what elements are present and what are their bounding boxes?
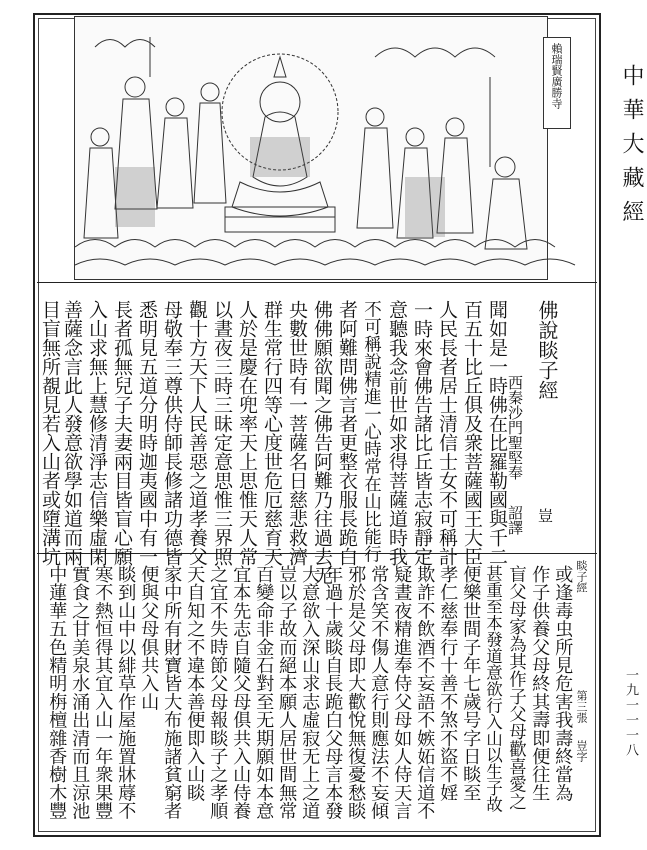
translator-credit-end: 詔譯 xyxy=(506,505,524,535)
text-column: 家中所有財寶皆大布施諸貧窮者 xyxy=(161,565,183,820)
sutra-title: 佛說睒子經 xyxy=(535,300,559,400)
text-column: 疑晝夜精進奉侍父母如人侍天言 xyxy=(391,565,413,820)
upper-divider xyxy=(37,282,597,283)
text-column: 邪於是父母即大歡悅無復憂愁睒 xyxy=(345,565,367,820)
text-column: 母敬奉三尊供侍師長修諸功德皆 xyxy=(161,300,183,566)
text-column: 欺詐不飲酒不妄語不嫉妬信道不 xyxy=(414,565,436,820)
text-column: 佛佛願欲聞之佛告阿難乃往過去无 xyxy=(311,300,333,585)
text-column: 人民長者居士清信士女不可稱計 xyxy=(436,300,458,566)
running-header-page: 第三張 xyxy=(575,690,588,723)
temple-cartouche xyxy=(543,37,571,129)
text-column: 之宜不失時節父母報睒子之孝順 xyxy=(207,565,229,820)
text-column: 目盲無所覩見若入山者或墮溝坑 xyxy=(39,300,61,566)
text-column: 作子供養父母終其壽即便往生 xyxy=(529,565,551,802)
text-column: 睒到山中以緋草作屋施置牀蓐不 xyxy=(115,565,137,820)
text-column: 人於是慶在兜率天上思惟天人常 xyxy=(236,300,258,566)
text-column: 或逢毒虫所見危害我壽終當為 xyxy=(552,565,574,802)
text-column: 百五十比丘俱及衆菩薩國王大臣 xyxy=(461,300,483,566)
assembly-drawing xyxy=(75,17,547,279)
text-column: 群生常行四等心度世危厄慈育天 xyxy=(261,300,283,566)
text-column: 盲父母家為其作子父母歡喜愛之 xyxy=(506,565,527,810)
text-column: 聞如是一時佛在比羅勒國與千二 xyxy=(486,300,508,566)
running-header: 睒子經 xyxy=(575,560,588,593)
text-column: 宜本先志自隨父母俱共入山侍養 xyxy=(230,565,252,820)
text-column: 長者孤無兒子夫妻兩目皆盲心願 xyxy=(111,300,133,566)
buddha-assembly-illustration xyxy=(74,16,563,280)
text-column: 善薩念言此人發意欲學如道而兩 xyxy=(61,300,83,566)
text-column: 意聽我念前世如求得菩薩道時我 xyxy=(386,300,408,566)
text-column: 者阿難問佛言者更整衣服長跪白 xyxy=(336,300,358,566)
text-column: 便樂世間子年七歲号字日睒至 xyxy=(460,565,482,802)
text-column: 一時來會佛告諸比丘皆志寂靜定 xyxy=(411,300,433,566)
text-column: 豈以子故而絕本願人居世間無常 xyxy=(276,565,298,820)
collection-title: 中華大藏經 xyxy=(619,64,644,234)
text-column: 悉明見五道分明時迦夷國中有一 xyxy=(136,300,158,566)
text-column: 年過十歲睒自長跪白父母言本發 xyxy=(322,565,344,820)
translator-credit: 西秦沙門聖堅奉 xyxy=(506,375,524,480)
text-column: 實食之甘美泉水涌出清而且涼池 xyxy=(69,565,91,820)
text-column: 中蓮華五色精明栴檀雜香樹木豐 xyxy=(46,565,68,820)
text-column: 天自知之不違本善便即入山睒 xyxy=(184,565,206,802)
text-column: 便與父母俱共入山 xyxy=(138,565,160,711)
running-header-mark: 豈字 xyxy=(575,740,588,762)
page-number: 一九一一一八 xyxy=(623,668,638,758)
text-column: 以晝夜三時三昧定意思惟三界照 xyxy=(211,300,233,566)
text-column: 不可稱說精進一心時常在山比能行 xyxy=(361,300,382,563)
text-column: 常含笑不傷人意行則應法不妄傾 xyxy=(368,565,390,820)
text-column: 孝仁慈奉行十善不煞不盜不婬 xyxy=(437,565,459,802)
cartouche-text: 賴瑞賢廣勝寺 xyxy=(550,43,563,109)
text-column: 百變命非金石對至无期願如本意 xyxy=(253,565,275,820)
text-column: 央數世時有一菩薩名日慈悲救濟 xyxy=(286,300,308,566)
text-column: 甚重至本發道意欲行入山以生子故 xyxy=(483,565,503,813)
text-column: 入山求無上慧修清淨志信樂虛閑 xyxy=(86,300,108,566)
text-column: 寒不熱恒得其宜入山一年衆果豐 xyxy=(92,565,114,820)
text-column: 大意欲入深山求志虛寂无上之道 xyxy=(299,565,321,820)
text-column: 觀十方天下人民善惡之道孝養父 xyxy=(186,300,208,566)
volume-mark: 豈 xyxy=(536,508,554,523)
